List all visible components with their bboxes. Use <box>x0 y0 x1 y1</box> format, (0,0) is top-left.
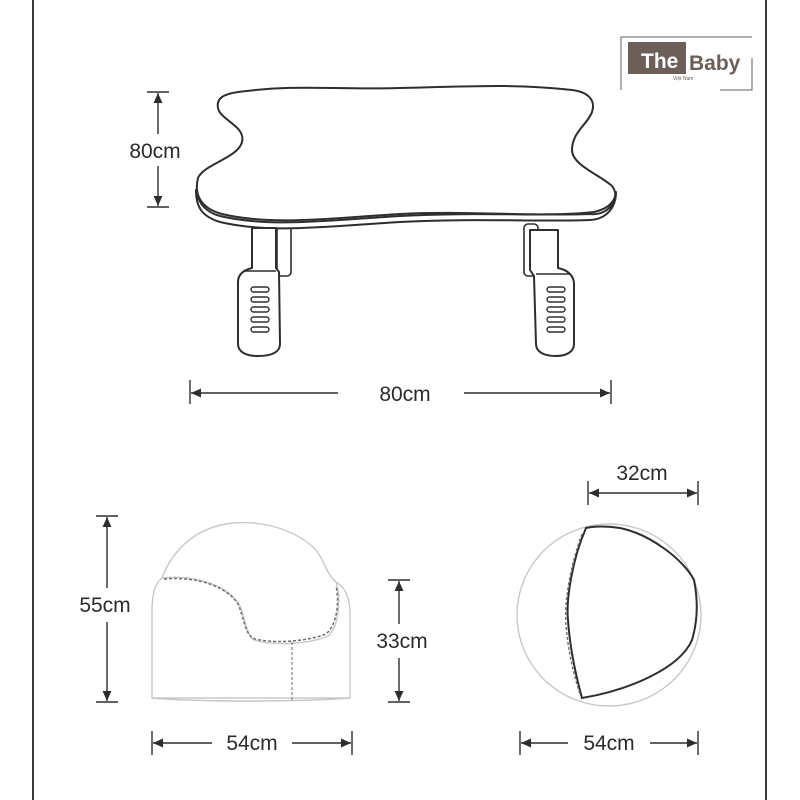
logo-word-baby: Baby <box>689 52 741 75</box>
sofa-backrest-edge <box>162 577 339 643</box>
sofa-height-label: 55cm <box>79 594 131 617</box>
table-front-leg-right <box>530 230 574 356</box>
seat-outer-circle <box>517 524 701 706</box>
logo-word-the: The <box>641 50 679 73</box>
brand-logo <box>621 37 752 90</box>
table-width-label: 80cm <box>379 383 431 406</box>
table-back-leg-left <box>277 224 291 276</box>
sofa-width-label: 54cm <box>226 732 278 755</box>
seat-depth-label: 32cm <box>616 462 668 485</box>
sofa-outline <box>152 523 350 698</box>
seat-top-view <box>517 524 701 706</box>
table-top-surface <box>197 86 615 220</box>
logo-subtext: Việt Nam <box>673 76 694 82</box>
sofa-side-view <box>152 523 350 701</box>
seat-cushion-outline <box>568 527 697 699</box>
seat-width-label: 54cm <box>583 732 635 755</box>
sofa-seam <box>164 579 338 642</box>
sofa-seat-height-label: 33cm <box>376 630 428 653</box>
table-height-label: 80cm <box>129 140 181 163</box>
table-drawing <box>196 86 616 356</box>
